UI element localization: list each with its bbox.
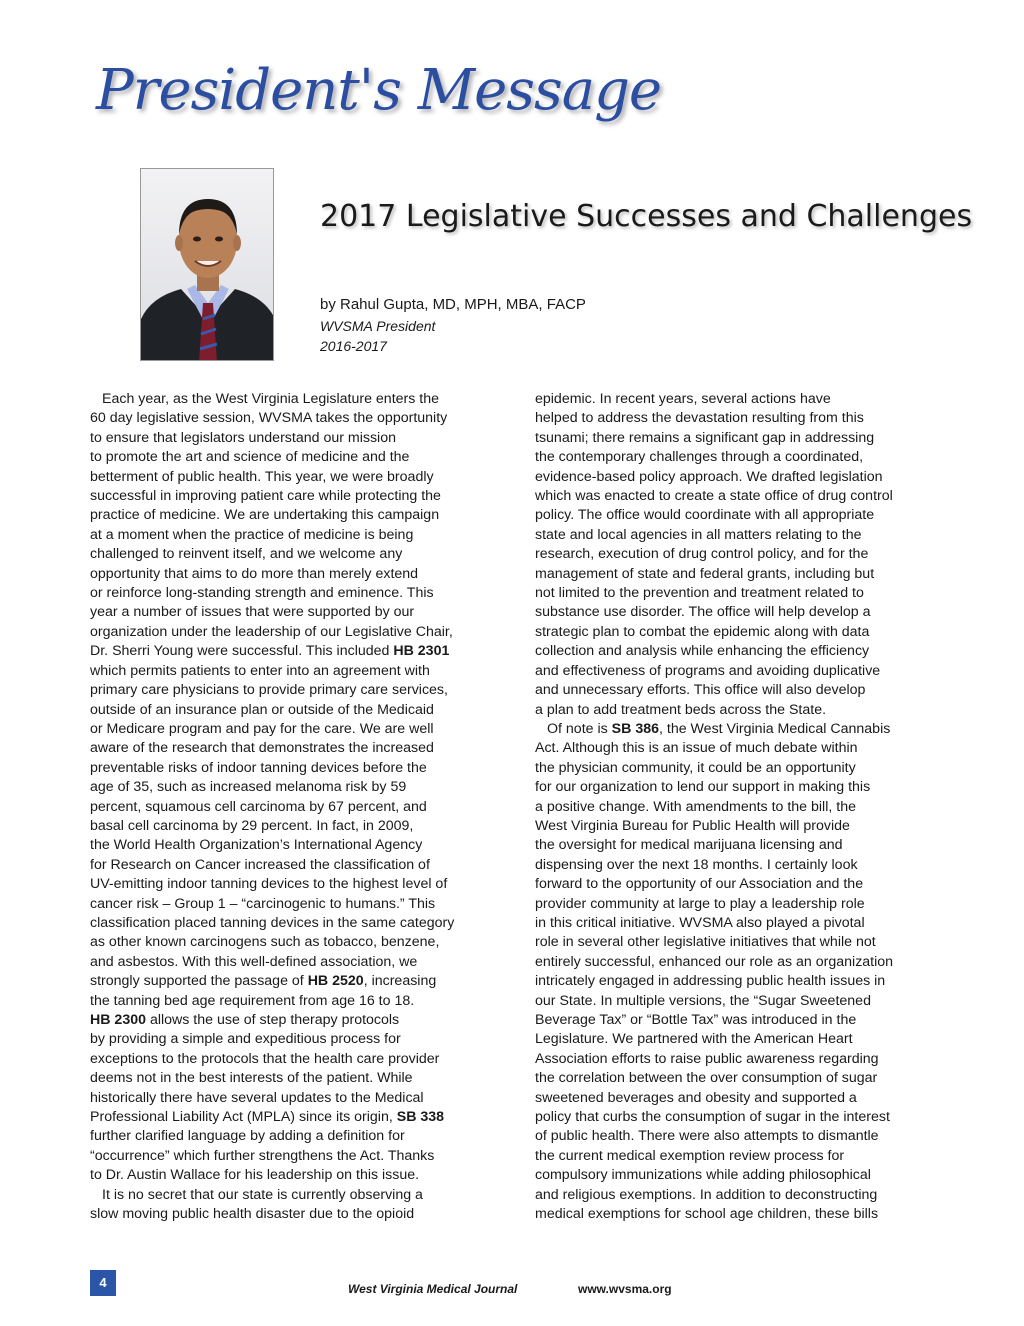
text-segment: intricately engaged in addressing public health issues in [535, 973, 886, 990]
text-line [535, 759, 939, 778]
text-line [535, 390, 939, 409]
text-segment: a plan to add treatment beds across the State. [535, 701, 827, 718]
text-segment: forward to the opportunity of our Association and the [535, 876, 864, 893]
text-line [535, 1011, 939, 1030]
text-segment: helped to address the devastation resulting from this [535, 410, 864, 427]
text-segment: to Dr. Austin Wallace for his leadership on this issue. [90, 1167, 420, 1184]
text-line [535, 1205, 939, 1224]
text-line [90, 662, 500, 681]
text-line [535, 992, 939, 1011]
text-line [90, 953, 500, 972]
text-segment: substance use disorder. The office will help develop a [535, 604, 871, 621]
text-line [535, 720, 939, 739]
text-line [90, 448, 500, 467]
text-line [90, 487, 500, 506]
text-segment: challenged to reinvent itself, and we welcome any [90, 546, 403, 563]
text-line [535, 1186, 939, 1205]
text-line [535, 545, 939, 564]
text-line [90, 584, 500, 603]
text-line [535, 448, 939, 467]
text-line [90, 390, 500, 409]
text-line [90, 506, 500, 525]
text-line [535, 1147, 939, 1166]
text-segment: which permits patients to enter into an agreement with [90, 662, 430, 679]
text-segment: provider community at large to play a leadership role [535, 895, 865, 912]
text-segment: year a number of issues that were supported by our [90, 604, 415, 621]
text-segment: not limited to the prevention and treatment related to [535, 585, 864, 602]
text-segment: West Virginia Bureau for Public Health will provide [535, 817, 850, 834]
text-segment: 60 day legislative session, WVSMA takes the opportunity [90, 410, 448, 427]
text-line [535, 817, 939, 836]
text-line [535, 875, 939, 894]
text-line [90, 1011, 500, 1030]
text-line [90, 1030, 500, 1049]
text-segment: outside of an insurance plan or outside of the Medicaid [90, 701, 434, 718]
text-segment: to ensure that legislators understand our mission [90, 429, 396, 446]
text-segment: our State. In multiple versions, the “Sugar Sweetened [535, 992, 871, 1009]
text-segment: opportunity that aims to do more than merely extend [90, 565, 419, 582]
text-segment: Beverage Tax” or “Bottle Tax” was introduced in the [535, 1012, 857, 1028]
text-segment: and effectiveness of programs and avoiding duplicative [535, 662, 881, 679]
author-portrait [140, 168, 274, 361]
text-line [90, 972, 500, 991]
text-segment: Association efforts to raise public awareness regarding [535, 1050, 879, 1067]
text-segment: state and local agencies in all matters relating to the [535, 526, 862, 543]
text-line [90, 778, 500, 797]
text-segment: Legislature. We partnered with the American Heart [535, 1031, 853, 1048]
text-line [90, 681, 500, 700]
text-segment: entirely successful, enhanced our role as an organization [535, 953, 894, 970]
text-line [535, 972, 939, 991]
text-line [90, 545, 500, 564]
text-segment: dispensing over the next 18 months. I certainly look [535, 856, 858, 873]
article-left-column [90, 390, 500, 1224]
text-line [90, 1205, 500, 1224]
text-segment: the current medical exemption review process for [535, 1147, 845, 1164]
text-segment: and religious exemptions. In addition to deconstructing [535, 1186, 878, 1203]
text-segment: research, execution of drug control policy, and for the [535, 546, 869, 563]
text-segment: at a moment when the practice of medicine is being [90, 526, 414, 543]
text-segment: successful in improving patient care while protecting the [90, 488, 441, 505]
text-line [535, 1030, 939, 1049]
text-segment: the tanning bed age requirement from age 16 to 18. [90, 992, 415, 1009]
text-segment: and asbestos. With this well-defined association, we [90, 953, 418, 970]
text-segment: to promote the art and science of medicine and the [90, 449, 410, 466]
text-line [535, 1089, 939, 1108]
text-line [535, 1108, 939, 1127]
text-segment: slow moving public health disaster due to the opioid [90, 1206, 415, 1223]
byline-author: by Rahul Gupta, MD, MPH, MBA, FACP [320, 296, 586, 313]
text-segment: practice of medicine. We are undertaking this campaign [90, 507, 440, 524]
text-line [535, 662, 939, 681]
text-line [90, 817, 500, 836]
text-line [90, 856, 500, 875]
text-segment: Act. Although this is an issue of much debate within [535, 740, 858, 757]
text-segment: epidemic. In recent years, several actions have [535, 391, 831, 407]
text-line [535, 798, 939, 817]
text-line [90, 565, 500, 584]
text-line [535, 468, 939, 487]
text-line [535, 565, 939, 584]
text-segment: strongly supported the passage of [90, 973, 308, 990]
text-line [90, 895, 500, 914]
text-segment: the physician community, it could be an opportunity [535, 759, 856, 776]
text-segment: classification placed tanning devices in the same category [90, 914, 455, 931]
text-segment: aware of the research that demonstrates the increased [90, 740, 434, 757]
text-segment: betterment of public health. This year, we were broadly [90, 468, 434, 485]
text-line [90, 992, 500, 1011]
text-segment: “occurrence” which further strengthens the Act. Thanks [90, 1147, 435, 1164]
text-segment: exceptions to the protocols that the health care provider [90, 1050, 440, 1067]
text-segment: role in several other legislative initiatives that while not [535, 934, 876, 951]
text-line [535, 584, 939, 603]
text-line [535, 681, 939, 700]
text-line [90, 1089, 500, 1108]
text-line [90, 720, 500, 739]
text-segment: or Medicare program and pay for the care. We are well [90, 720, 434, 737]
text-line [535, 836, 939, 855]
bill-reference: HB 2300 [90, 1012, 146, 1028]
bill-reference: HB 2520 [307, 973, 364, 990]
text-line [90, 1147, 500, 1166]
text-line [90, 1108, 500, 1127]
text-segment: the contemporary challenges through a coordinated, [535, 449, 864, 466]
text-segment: policy. The office would coordinate with all appropriate [535, 507, 875, 524]
text-line [535, 933, 939, 952]
text-segment: allows the use of step therapy protocols [146, 1012, 400, 1028]
text-line [535, 1069, 939, 1088]
text-line [535, 409, 939, 428]
text-line [535, 429, 939, 448]
text-segment: deems not in the best interests of the patient. While [90, 1070, 413, 1087]
article-right-column [535, 390, 939, 1224]
text-line [90, 409, 500, 428]
text-segment: Of note is [547, 720, 612, 737]
text-segment: Each year, as the West Virginia Legislature enters the [102, 391, 440, 407]
byline-term: 2016-2017 [320, 338, 387, 354]
text-line [535, 487, 939, 506]
text-segment: Dr. Sherri Young were successful. This included [90, 643, 394, 660]
text-line [535, 953, 939, 972]
text-line [90, 1069, 500, 1088]
text-segment: collection and analysis while enhancing the efficiency [535, 643, 870, 660]
text-segment: sweetened beverages and obesity and supported a [535, 1089, 857, 1106]
text-line [535, 623, 939, 642]
text-line [90, 933, 500, 952]
text-segment: evidence-based policy approach. We drafted legislation [535, 468, 883, 485]
text-line [535, 914, 939, 933]
text-segment: basal cell carcinoma by 29 percent. In fact, in 2009, [90, 817, 414, 834]
text-segment: and unnecessary efforts. This office will also develop [535, 682, 866, 699]
text-segment: the World Health Organization’s International Agency [90, 837, 423, 854]
article-headline: 2017 Legislative Successes and Challenges [320, 199, 973, 234]
text-segment: It is no secret that our state is currently observing a [102, 1186, 423, 1203]
text-segment: medical exemptions for school age children, these bills [535, 1206, 879, 1223]
text-line [535, 1127, 939, 1146]
text-segment: a positive change. With amendments to the bill, the [535, 798, 856, 815]
text-segment: which was enacted to create a state office of drug control [535, 488, 893, 505]
text-line [90, 526, 500, 545]
text-line [90, 798, 500, 817]
text-segment: organization under the leadership of our Legislative Chair, [90, 623, 453, 640]
footer-url[interactable]: www.wvsma.org [578, 1282, 672, 1296]
text-line [90, 759, 500, 778]
text-line [90, 1166, 500, 1185]
text-segment: management of state and federal grants, including but [535, 565, 875, 582]
text-line [535, 526, 939, 545]
text-line [90, 1186, 500, 1205]
text-segment: UV-emitting indoor tanning devices to the highest level of [90, 876, 448, 893]
text-segment: in this critical initiative. WVSMA also played a pivotal [535, 914, 865, 931]
text-segment: for Research on Cancer increased the classification of [90, 856, 430, 873]
text-segment: further clarified language by adding a definition for [90, 1128, 405, 1145]
text-segment: as other known carcinogens such as tobacco, benzene, [90, 934, 440, 951]
text-line [90, 914, 500, 933]
footer-journal-name: West Virginia Medical Journal [348, 1282, 518, 1296]
text-segment: cancer risk – Group 1 – “carcinogenic to humans.” This [90, 895, 436, 912]
text-segment: primary care physicians to provide primary care services, [90, 682, 448, 699]
text-line [90, 701, 500, 720]
byline [320, 294, 740, 356]
text-segment: Professional Liability Act (MPLA) since its origin, [90, 1109, 397, 1126]
page-number: 4 [90, 1270, 116, 1296]
text-line [90, 836, 500, 855]
text-segment: policy that curbs the consumption of sugar in the interest [535, 1109, 890, 1126]
text-segment: , increasing [363, 973, 437, 990]
text-line [90, 1127, 500, 1146]
text-segment: strategic plan to combat the epidemic along with data [535, 623, 870, 640]
text-segment: percent, squamous cell carcinoma by 67 percent, and [90, 798, 427, 815]
text-segment: by providing a simple and expeditious process for [90, 1031, 401, 1048]
text-line [90, 429, 500, 448]
text-segment: compulsory immunizations while adding philosophical [535, 1167, 871, 1184]
text-line [535, 506, 939, 525]
section-title: President's Message [96, 58, 662, 123]
text-segment: preventable risks of indoor tanning devices before the [90, 759, 427, 776]
text-segment: for our organization to lend our support in making this [535, 779, 871, 796]
text-line [90, 875, 500, 894]
text-line [90, 642, 500, 661]
text-line [535, 739, 939, 758]
text-line [535, 1050, 939, 1069]
bill-reference: SB 386 [611, 720, 659, 737]
text-segment: tsunami; there remains a significant gap in addressing [535, 429, 875, 446]
text-line [535, 778, 939, 797]
text-line [90, 623, 500, 642]
text-line [90, 739, 500, 758]
text-line [90, 468, 500, 487]
text-line [90, 603, 500, 622]
text-segment: historically there have several updates to the Medical [90, 1089, 424, 1106]
text-segment: the correlation between the over consumption of sugar [535, 1070, 878, 1087]
portrait-photo-icon [141, 169, 274, 361]
text-segment: age of 35, such as increased melanoma risk by 59 [90, 779, 407, 796]
text-line [535, 701, 939, 720]
text-line [535, 603, 939, 622]
bill-reference: SB 338 [396, 1109, 445, 1126]
text-segment: , the West Virginia Medical Cannabis [659, 720, 891, 737]
text-line [90, 1050, 500, 1069]
text-segment: of public health. There were also attempts to dismantle [535, 1128, 879, 1145]
byline-role: WVSMA President [320, 318, 436, 334]
text-line [535, 1166, 939, 1185]
text-line [535, 856, 939, 875]
text-line [535, 895, 939, 914]
bill-reference: HB 2301 [393, 643, 450, 660]
text-segment: or reinforce long-standing strength and eminence. This [90, 585, 434, 602]
text-segment: the oversight for medical marijuana licensing and [535, 837, 843, 854]
text-line [535, 642, 939, 661]
